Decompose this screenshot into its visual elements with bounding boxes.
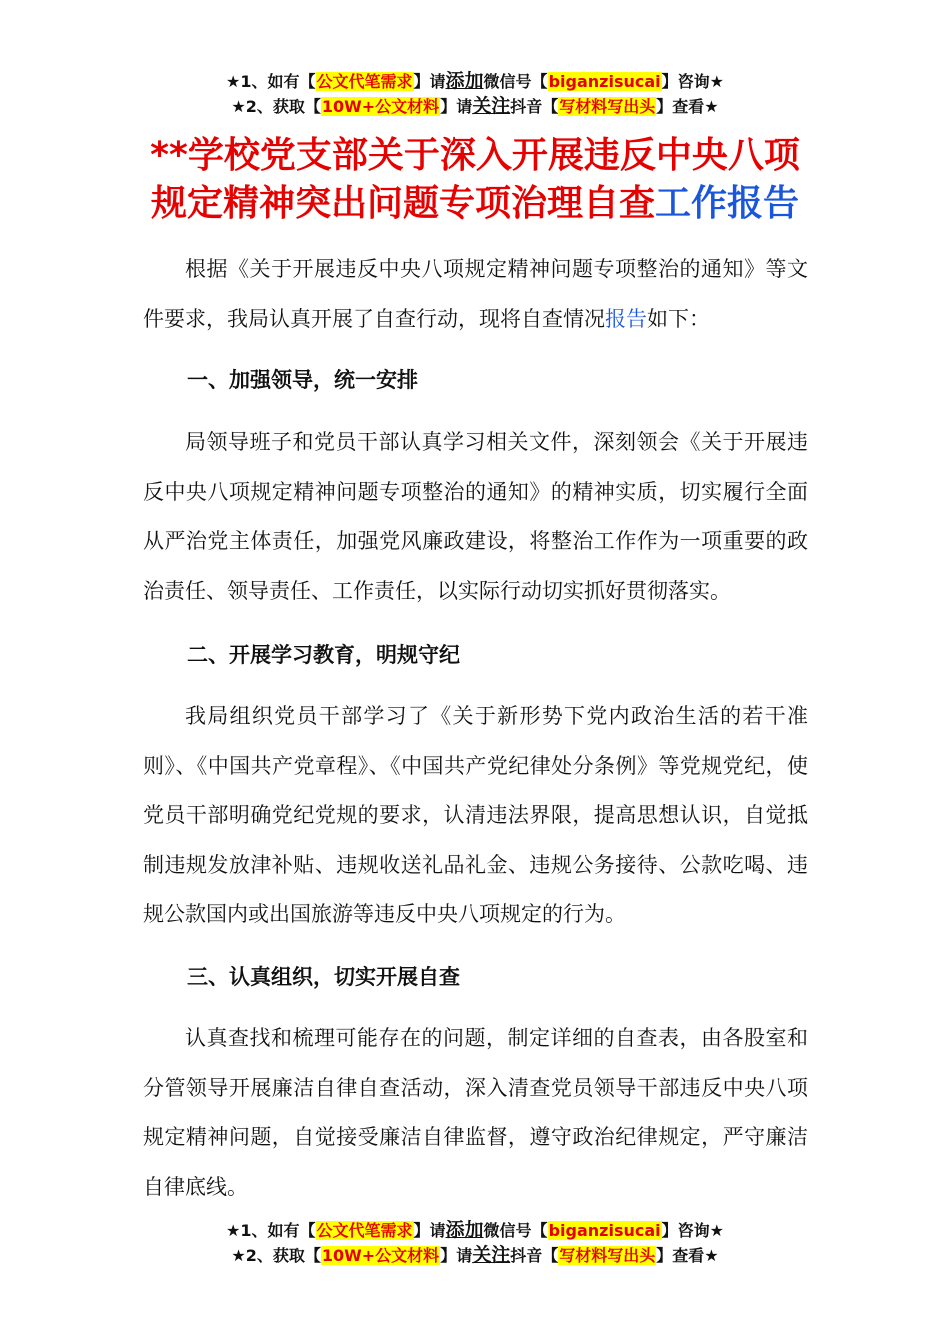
- promo-text: 】查看★: [656, 1246, 719, 1265]
- promo-underlined: 添加: [445, 1219, 484, 1241]
- promo-line-1: [0, 1218, 950, 1243]
- promo-text: 】咨询★: [661, 72, 724, 91]
- promo-text: ★1、如有【: [226, 1221, 316, 1240]
- promo-text: 】查看★: [656, 97, 719, 116]
- promo-highlight: 公文代笔需求: [316, 72, 413, 91]
- promo-underlined: 关注: [472, 1244, 511, 1266]
- title-red-part: 规定精神突出问题专项治理自查: [150, 183, 655, 224]
- promo-text: 】请: [413, 1221, 446, 1240]
- promo-highlight: 公文代笔需求: [316, 1221, 413, 1240]
- intro-text: 根据《关于开展违反中央八项规定精神问题专项整治的通知》等文件要求，我局认真开展了自查行动，现将自查情况: [143, 257, 808, 331]
- promo-underlined: 添加: [445, 70, 484, 92]
- promo-highlight: 写材料写出头: [559, 97, 656, 116]
- promo-highlight: biganzisucai: [548, 72, 661, 91]
- promo-text: 微信号【: [483, 1221, 548, 1240]
- section-heading-3: 三、认真组织，切实开展自查: [187, 965, 460, 989]
- promo-header: [0, 69, 950, 119]
- section-heading-2: 二、开展学习教育，明规守纪: [187, 643, 460, 667]
- report-link[interactable]: 报告: [605, 306, 647, 331]
- section-body-1: 局领导班子和党员干部认真学习相关文件，深刻领会《关于开展违反中央八项规定精神问题专项整治的通知》的精神实质，切实履行全面从严治党主体责任，加强党风廉政建设，将整治工作作为一项重要的政治责任、领导责任、工作责任，以实际行动切实抓好贯彻落实。: [143, 430, 808, 603]
- promo-text: 】请: [440, 97, 473, 116]
- section-heading-1: 一、加强领导，统一安排: [187, 368, 418, 392]
- promo-text: 抖音【: [510, 97, 559, 116]
- promo-underlined: 关注: [472, 95, 511, 117]
- section-body-2: 我局组织党员干部学习了《关于新形势下党内政治生活的若干准则》、《中国共产党章程》、《中国共产党纪律处分条例》等党规党纪，使党员干部明确党纪党规的要求，认清违法界限，提高思想认识，自觉抵制违规发放津补贴、违规收送礼品礼金、违规公务接待、公款吃喝、违规公款国内或出国旅游等违反中央八项规定的行为。: [143, 704, 808, 926]
- promo-footer: [0, 1218, 950, 1268]
- title-line-1: **学校党支部关于深入开展违反中央八项: [150, 135, 800, 176]
- promo-line-2: [0, 94, 950, 119]
- promo-highlight: 写材料写出头: [559, 1246, 656, 1265]
- promo-text: 抖音【: [510, 1246, 559, 1265]
- promo-highlight: biganzisucai: [548, 1221, 661, 1240]
- title-blue-part: 工作报告: [655, 183, 800, 224]
- promo-text: ★2、获取【: [231, 97, 321, 116]
- intro-paragraph: [143, 245, 808, 344]
- promo-line-2: [0, 1243, 950, 1268]
- section-body-3: 认真查找和梳理可能存在的问题，制定详细的自查表，由各股室和分管领导开展廉洁自律自查活动，深入清查党员领导干部违反中央八项规定精神问题，自觉接受廉洁自律监督，遵守政治纪律规定，严守廉洁自律底线。: [143, 1026, 808, 1199]
- title-line-2: [0, 180, 950, 228]
- document-title: [0, 132, 950, 228]
- promo-line-1: [0, 69, 950, 94]
- intro-text: 如下：: [647, 306, 710, 331]
- promo-text: 】咨询★: [661, 1221, 724, 1240]
- promo-text: 】请: [413, 72, 446, 91]
- promo-text: 】请: [440, 1246, 473, 1265]
- promo-text: 微信号【: [483, 72, 548, 91]
- promo-highlight: 10W+公文材料: [321, 1246, 440, 1265]
- promo-text: ★2、获取【: [231, 1246, 321, 1265]
- promo-text: ★1、如有【: [226, 72, 316, 91]
- promo-highlight: 10W+公文材料: [321, 97, 440, 116]
